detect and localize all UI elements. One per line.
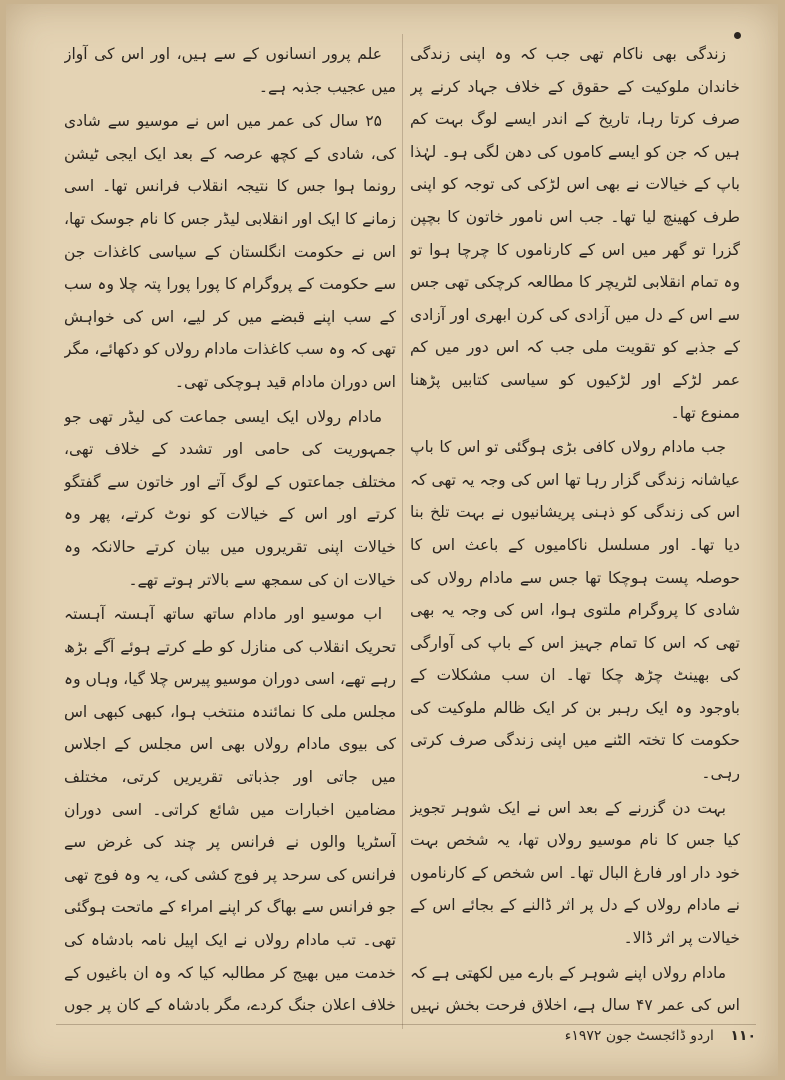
publication-name: اردو ڈائجسٹ جون ۱۹۷۲ء — [564, 1028, 714, 1044]
left-column — [64, 38, 396, 1018]
column-divider — [402, 34, 403, 1029]
paragraph: مادام رولاں ایک ایسی جماعت کی لیڈر تھی جو جمہوریت کی حامی اور تشدد کے خلاف تھی، مختلف جماعتوں کے لوگ آتے اور خاتون سے گفتگو کرتے اور اس کے خیالات کو نوٹ کرتے، پھر وہ خیالات اپنی تقریروں میں بیان کرتے حالانکہ وہ خیالات ان کی سمجھ سے بالاتر ہوتے تھے۔ — [64, 407, 396, 589]
page-footer — [436, 1028, 756, 1044]
paragraph: مادام رولاں اپنے شوہر کے بارے میں لکھتی ہے کہ اس کی عمر ۴۷ سال ہے، اخلاق فرحت بخش نہیں — [410, 963, 740, 1015]
paragraph: بہت دن گزرنے کے بعد اس نے ایک شوہر تجویز کیا جس کا نام موسیو رولاں تھا، یہ شخص بہت خود دار اور فارغ البال تھا۔ اس شخص کے کارناموں نے مادام رولاں کے دل پر اثر ڈالنے کے بجائے اس کے خیالات پر اثر ڈالا۔ — [410, 798, 740, 948]
paragraph: علم پرور انسانوں کے سے ہیں، اور اس کی آواز میں عجیب جذبہ ہے۔ — [64, 45, 396, 96]
paragraph: اب موسیو اور مادام ساتھ ساتھ آہستہ آہستہ تحریک انقلاب کی منازل کو طے کرتے ہوئے آگے بڑھ رہے تھے، اسی دوران موسیو پیرس چلا گیا، وہاں وہ مجلس ملی کا نمائندہ منتخب ہوا، کبھی کبھی اس کی بیوی مادام رولاں بھی اس مجلس کے اجلاس میں جاتی اور جذباتی تقریریں کرتی، مختلف مضامین اخبارات میں شائع کراتی۔ اسی دوران آسٹریا والوں نے فرانس پر چند کی غرض سے فرانس کی سرحد پر فوج کشی کی، یہ وہ فوج تھی جو فرانس سے بھاگ کر اپنے امراء کے ماتحت ہوگئی تھی۔ تب مادام رولاں نے ایک اپیل نامہ بادشاہ کی خدمت میں بھیج کر مطالبہ کیا کہ وہ ان باغیوں کے خلاف اعلان جنگ کردے، مگر بادشاہ کے کان پر جوں — [64, 605, 396, 1015]
footer-rule — [56, 1024, 756, 1025]
right-column — [410, 38, 740, 1018]
paragraph: زندگی بھی ناکام تھی جب کہ وہ اپنی زندگی خاندان ملوکیت کے حقوق کے خلاف جہاد کرنے پر صرف کرتا رہا، تاریخ کے اندر ایسے لوگ بہت کم ہیں کہ جن کو ایسے کاموں کی دھن لگی ہو۔ لہٰذا باپ کے خیالات نے بھی اس لڑکی کی توجہ کو اپنی طرف کھینچ لیا تھا۔ جب اس نامور خاتون کا بچپن گزرا تو گھر میں اس کے کارناموں کا چرچا ہوا تو وہ تمام انقلابی لٹریچر کا مطالعہ کرچکی تھی جس سے اس کے دل میں آزادی کی کرن ابھری اور آزادی کے جذبے کو تقویت ملی جب کہ اس دور میں کم عمر لڑکے اور لڑکیوں کو سیاسی کتابیں پڑھنا ممنوع تھا۔ — [410, 45, 740, 422]
paragraph: ۲۵ سال کی عمر میں اس نے موسیو سے شادی کی، شادی کے کچھ عرصہ کے بعد ایک ایجی ٹیشن رونما ہوا جس کا نتیجہ انقلاب فرانس تھا۔ اسی زمانے کا ایک اور انقلابی لیڈر جس کا نام جوسک تھا، اس نے حکومت انگلستان کے سیاسی کاغذات جن سے حکومت کے پروگرام کا پورا پورا پتہ چلا وہ سب کے سب اپنے قبضے میں کر لیے، اس کی خواہش تھی کہ وہ سب کاغذات مادام رولاں کو دکھائے، مگر اس دوران مادام قید ہوچکی تھی۔ — [64, 112, 396, 391]
paragraph: جب مادام رولاں کافی بڑی ہوگئی تو اس کا باپ عیاشانہ زندگی گزار رہا تھا اس کی وجہ یہ تھی کہ اس کی زندگی کو ذہنی پریشانیوں نے بہت تلخ بنا دیا تھا۔ اور مسلسل ناکامیوں کے باعث اس کا حوصلہ پست ہوچکا تھا جس سے مادام رولاں کی شادی کا پروگرام ملتوی ہوا، اس کی وجہ یہ بھی تھی کہ اس کا تمام جہیز اس کے باپ کی آوارگی کی بھینٹ چڑھ چکا تھا۔ ان سب مشکلات کے باوجود وہ ایک رہبر بن کر ایک ظالم ملوکیت کی حکومت کا تختہ الٹنے میں اپنی زندگی صرف کرتی رہی۔ — [410, 438, 740, 783]
page-number: ۱۱۰ — [730, 1028, 756, 1044]
magazine-page — [6, 4, 778, 1076]
